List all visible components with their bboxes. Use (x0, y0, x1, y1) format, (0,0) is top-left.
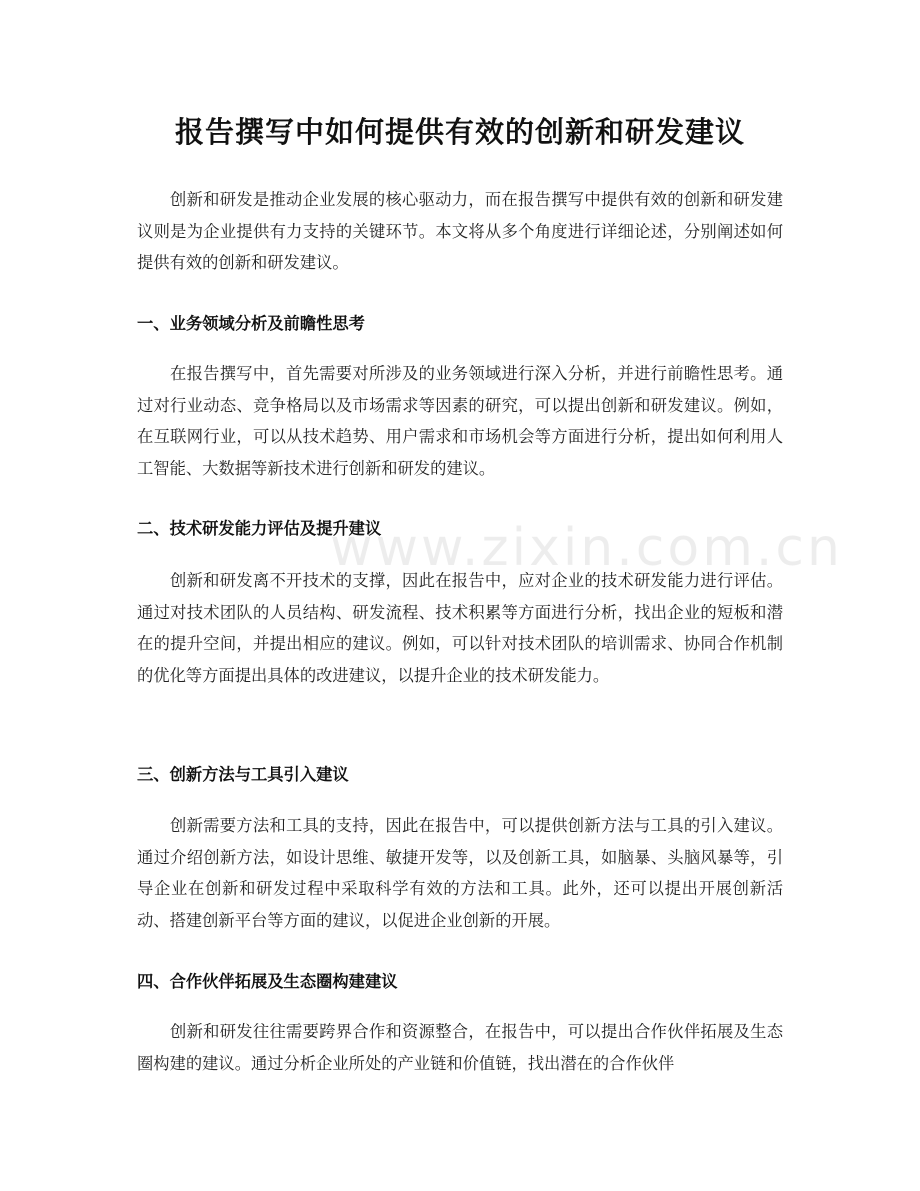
intro-paragraph: 创新和研发是推动企业发展的核心驱动力，而在报告撰写中提供有效的创新和研发建议则是为企业提供有力支持的关键环节。本文将从多个角度进行详细论述，分别阐述如何提供有效的创新和研发建议。 (137, 190, 783, 272)
section-4-heading: 四、合作伙伴拓展及生态圈构建建议 (137, 972, 398, 991)
section-1-body: 在报告撰写中，首先需要对所涉及的业务领域进行深入分析，并进行前瞻性思考。通过对行业动态、竞争格局以及市场需求等因素的研究，可以提出创新和研发建议。例如，在互联网行业，可以从技术趋势、用户需求和市场机会等方面进行分析，提出如何利用人工智能、大数据等新技术进行创新和研发的建议。 (137, 364, 783, 478)
section-3-body: 创新需要方法和工具的支持，因此在报告中，可以提供创新方法与工具的引入建议。通过介绍创新方法，如设计思维、敏捷开发等，以及创新工具，如脑暴、头脑风暴等，引导企业在创新和研发过程中采取科学有效的方法和工具。此外，还可以提出开展创新活动、搭建创新平台等方面的建议，以促进企业创新的开展。 (137, 816, 783, 930)
section-3-heading: 三、创新方法与工具引入建议 (137, 765, 349, 784)
document-title: 报告撰写中如何提供有效的创新和研发建议 (174, 115, 745, 149)
section-2-heading: 二、技术研发能力评估及提升建议 (137, 519, 382, 538)
section-4-body: 创新和研发往往需要跨界合作和资源整合，在报告中，可以提出合作伙伴拓展及生态圈构建的建议。通过分析企业所处的产业链和价值链，找出潜在的合作伙伴 (137, 1022, 783, 1073)
section-1-heading: 一、业务领域分析及前瞻性思考 (137, 314, 365, 333)
section-2-body: 创新和研发离不开技术的支撑，因此在报告中，应对企业的技术研发能力进行评估。通过对技术团队的人员结构、研发流程、技术积累等方面进行分析，找出企业的短板和潜在的提升空间，并提出相应的建议。例如，可以针对技术团队的培训需求、协同合作机制的优化等方面提出具体的改进建议，以提升企业的技术研发能力。 (137, 571, 783, 685)
watermark: www.zixin.com.cn (330, 518, 843, 578)
